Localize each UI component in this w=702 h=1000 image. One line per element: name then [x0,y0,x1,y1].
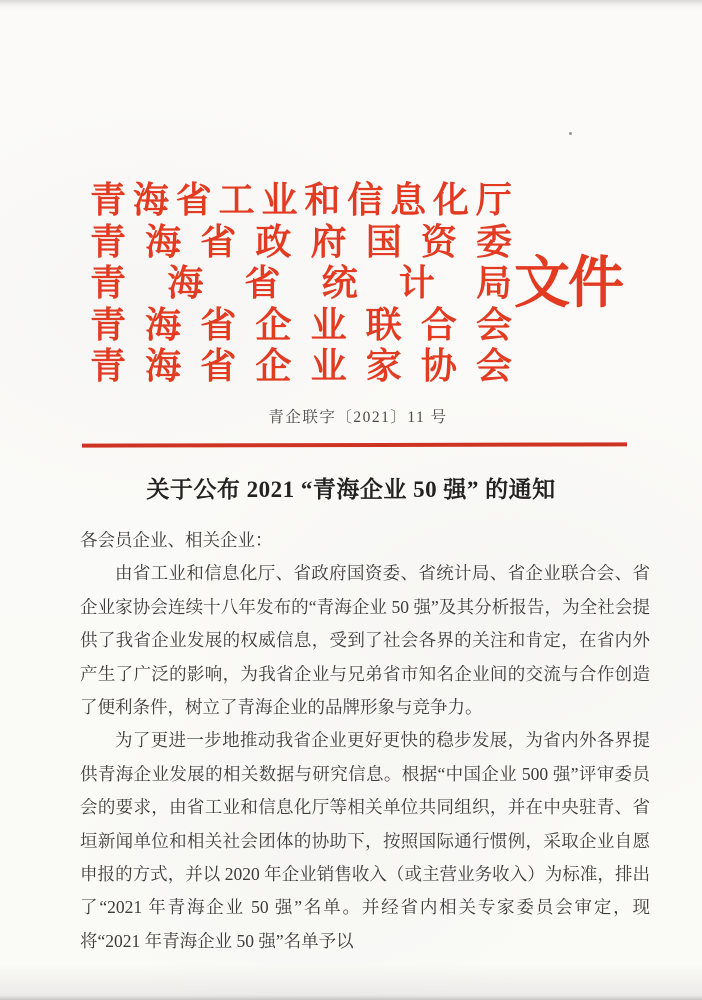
page-title: 关于公布 2021 “青海企业 50 强” 的通知 [146,477,556,502]
org-line: 青 海 省 企 业 联 合 会 [90,304,512,345]
document-body [80,524,650,958]
scan-edge-bottom [0,995,702,1000]
org-line: 青 海 省 工 业 和 信 息 化 厅 [90,180,512,220]
org-line: 青 海 省 企 业 家 协 会 [90,346,512,386]
org-line: 青 海 省 统 计 局 [90,263,512,303]
letterhead-org-lines [90,180,512,388]
salutation: 各会员企业、相关企业： [80,530,273,550]
body-paragraph: 为了更进一步地推动我省企业更好更快的稳步发展，为省内外各界提供青海企业发展的相关数据与研究信息。根据“中国企业 500 强”评审委员会的要求，由省工业和信息化厅等相关单位共同组织，并在中央驻青、省垣新闻单位和相关社会团体的协助下，按照国际通行惯例，采取企业自愿申报的方式，并以 2020 年企业销售收入（或主营业务收入）为标准，排出了“2021 年青海企业 50 强”名单。并经省内相关专家委员会审定，现将“2021 年青海企业 50 强”名单予以 [80,730,650,951]
org-line: 青 海 省 政 府 国 资 委 [90,221,512,262]
scan-speck [569,132,572,135]
scan-edge-top [0,0,702,6]
doc-type-label: 文件 [514,253,622,315]
body-paragraph: 由省工业和信息化厅、省政府国资委、省统计局、省企业联合会、省企业家协会连续十八年发布的“青海企业 50 强”及其分析报告，为全社会提供了我省企业发展的权威信息，受到了社会各界的关注和肯定，在省内外产生了广泛的影响，为我省企业与兄弟省市知名企业间的交流与合作创造了便利条件，树立了青海企业的品牌形象与竞争力。 [80,563,650,718]
red-rule-divider [82,442,627,447]
doc-number: 青企联字〔2021〕11 号 [268,409,448,426]
